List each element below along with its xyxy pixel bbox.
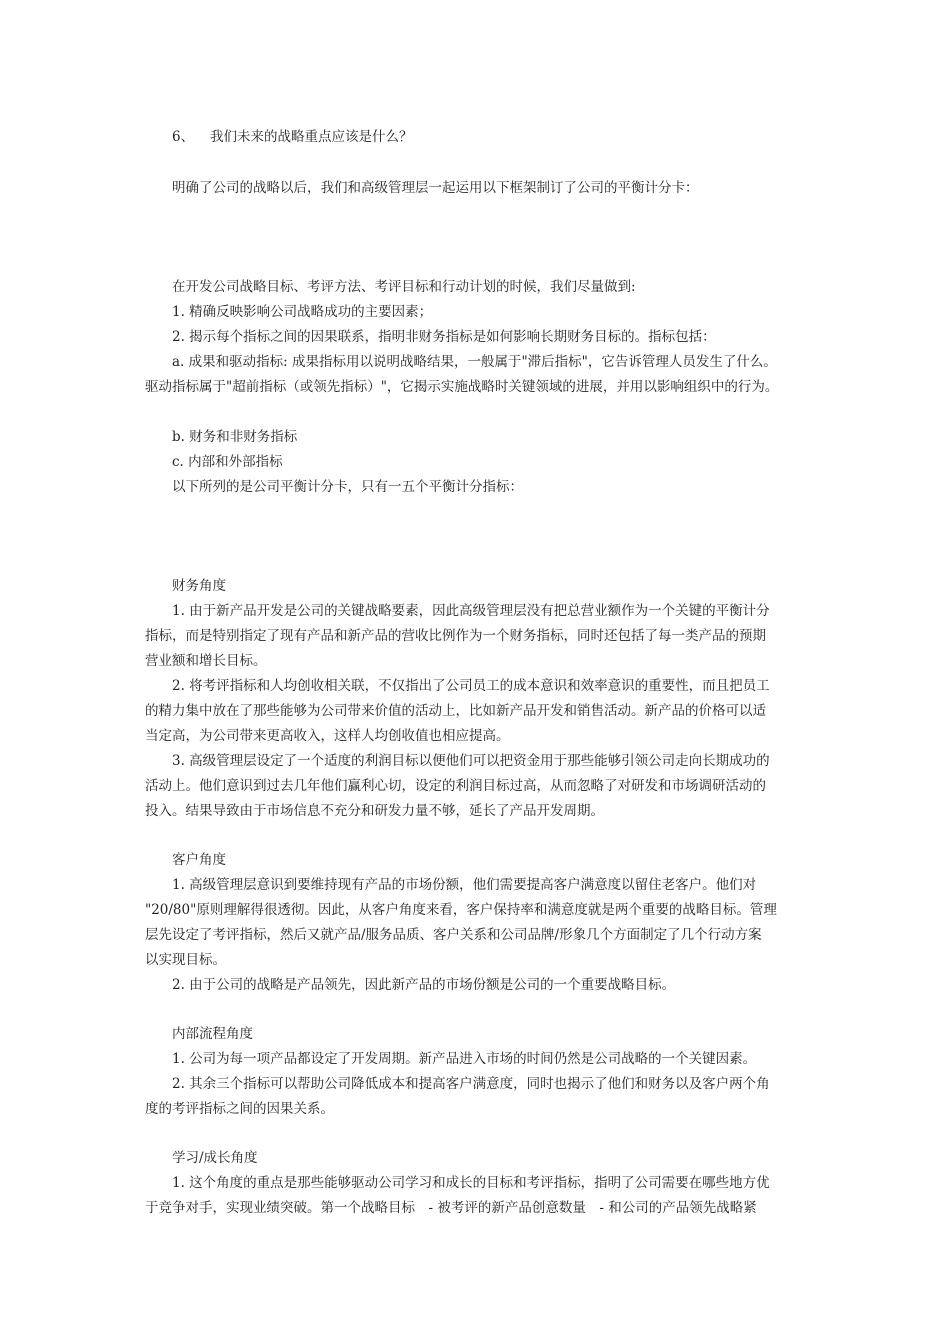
intro-paragraph: 明确了公司的战略以后，我们和高级管理层一起运用以下框架制订了公司的平衡计分卡： [172, 180, 699, 196]
internal-item2-line1: 2. 其余三个指标可以帮助公司降低成本和提高客户满意度，同时也揭示了他们和财务以及客户两个角 [172, 1076, 770, 1092]
customer-title: 客户角度 [172, 852, 226, 868]
financial-item3-line2: 活动上。他们意识到过去几年他们赢利心切，设定的利润目标过高，从而忽略了对研发和市场调研活动的 [145, 778, 766, 794]
financial-item2-line3: 当定高，为公司带来更高收入，这样人均创收值也相应提高。 [145, 728, 510, 744]
financial-title: 财务角度 [172, 578, 226, 594]
financial-item2-line1: 2. 将考评指标和人均创收相关联，不仅指出了公司员工的成本意识和效率意识的重要性，而且把员工 [172, 678, 770, 694]
internal-item2-line2: 度的考评指标之间的因果关系。 [145, 1101, 334, 1117]
question-text: 我们未来的战略重点应该是什么？ [210, 129, 413, 145]
financial-item1-line2: 指标，而是特别指定了现有产品和新产品的营收比例作为一个财务指标，同时还包括了每一类产品的预期 [145, 628, 766, 644]
internal-title: 内部流程角度 [172, 1026, 253, 1042]
learning-item1-line1: 1. 这个角度的重点是那些能够驱动公司学习和成长的目标和考评指标，指明了公司需要在哪些地方优 [172, 1175, 770, 1191]
principle-c: c. 内部和外部指标 [172, 454, 283, 470]
principle-1: 1. 精确反映影响公司战略成功的主要因素； [172, 304, 433, 320]
customer-item2: 2. 由于公司的战略是产品领先，因此新产品的市场份额是公司的一个重要战略目标。 [172, 977, 676, 993]
customer-item1-line1: 1. 高级管理层意识到要维持现有产品的市场份额，他们需要提高客户满意度以留住老客户。他们对 [172, 877, 757, 893]
customer-item1-line3: 层先设定了考评指标，然后又就产品/服务品质、客户关系和公司品牌/形象几个方面制定了几个行动方案 [145, 927, 762, 943]
principle-2: 2. 揭示每个指标之间的因果联系，指明非财务指标是如何影响长期财务目标的。指标包括： [172, 329, 716, 345]
scorecard-lead: 以下所列的是公司平衡计分卡，只有一五个平衡计分指标： [172, 479, 523, 495]
question-number: 6、 [172, 129, 195, 145]
principles-lead: 在开发公司战略目标、考评方法、考评目标和行动计划的时候，我们尽量做到: [172, 279, 636, 295]
financial-item2-line2: 的精力集中放在了那些能够为公司带来价值的活动上，比如新产品开发和销售活动。新产品的价格可以适 [145, 703, 766, 719]
financial-item1-line3: 营业额和增长目标。 [145, 653, 267, 669]
learning-item1-line2: 于竞争对手，实现业绩突破。第一个战略目标 - 被考评的新产品创意数量 - 和公司的产品领先战略紧 [145, 1200, 757, 1216]
financial-item3-line3: 投入。结果导致由于市场信息不充分和研发力量不够，延长了产品开发周期。 [145, 803, 604, 819]
customer-item1-line4: 以实现目标。 [145, 952, 226, 968]
principle-a-line2: 驱动指标属于"超前指标（或领先指标）"，它揭示实施战略时关键领域的进展，并用以影响组织中的行为。 [145, 379, 779, 395]
principle-a-line1: a. 成果和驱动指标: 成果指标用以说明战略结果，一般属于"滞后指标"，它告诉管理人员发生了什么。 [172, 354, 777, 370]
internal-item1: 1. 公司为每一项产品都设定了开发周期。新产品进入市场的时间仍然是公司战略的一个关键因素。 [172, 1051, 757, 1067]
learning-title: 学习/成长角度 [172, 1150, 258, 1166]
financial-item1-line1: 1. 由于新产品开发是公司的关键战略要素，因此高级管理层没有把总营业额作为一个关键的平衡计分 [172, 603, 770, 619]
principle-b: b. 财务和非财务指标 [172, 429, 298, 445]
financial-item3-line1: 3. 高级管理层设定了一个适度的利润目标以便他们可以把资金用于那些能够引领公司走向长期成功的 [172, 753, 770, 769]
customer-item1-line2: "20/80"原则理解得很透彻。因此，从客户角度来看，客户保持率和满意度就是两个重要的战略目标。管理 [145, 902, 777, 918]
